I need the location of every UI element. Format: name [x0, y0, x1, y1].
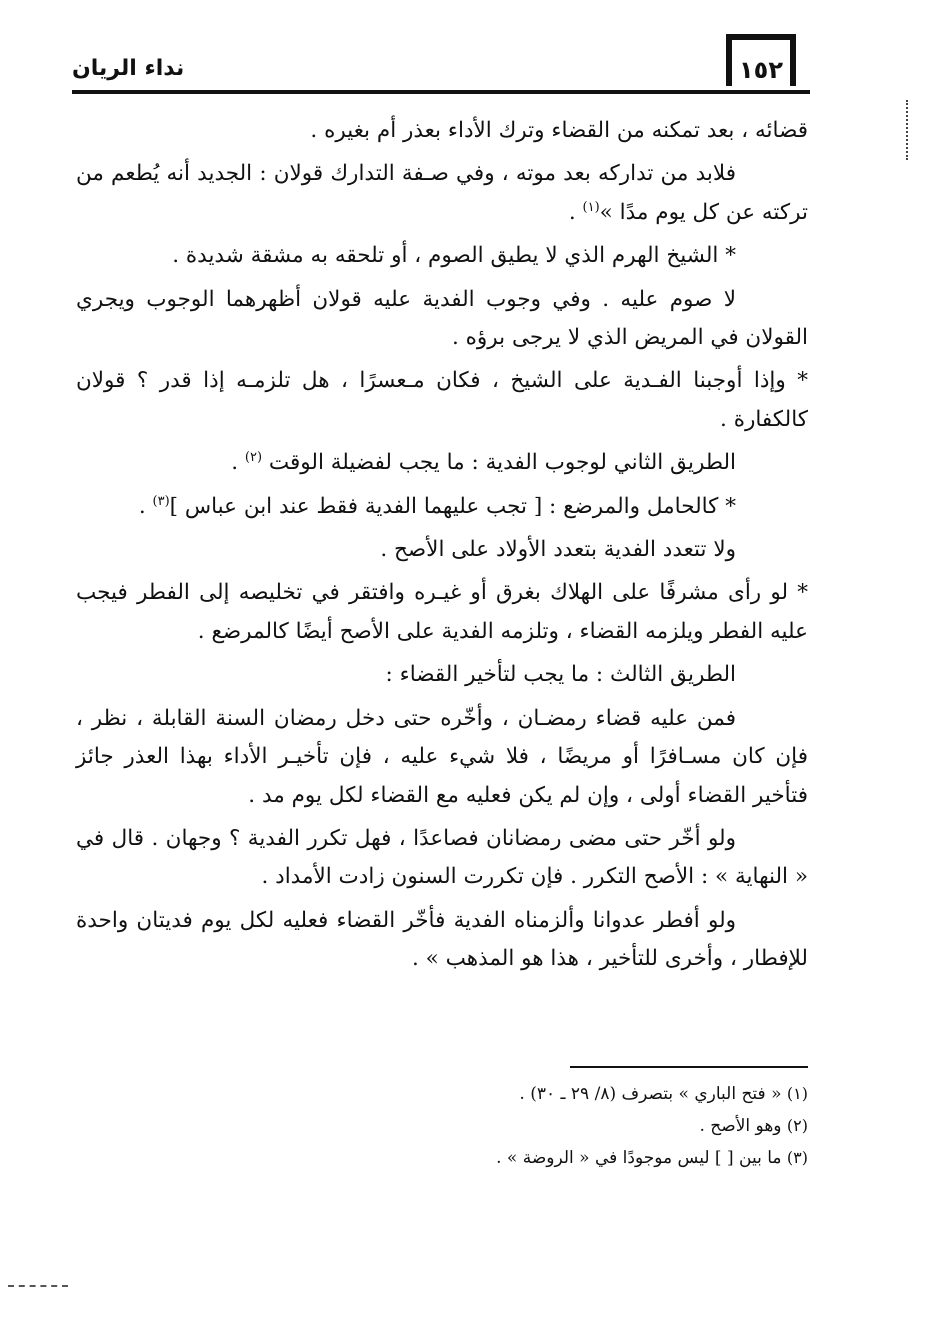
- paragraph-text: الطريق الثاني لوجوب الفدية : ما يجب لفضيلة الوقت: [268, 450, 736, 476]
- paragraph: [76, 444, 808, 482]
- paragraph-text: الطريق الثالث : ما يجب لتأخير القضاء :: [385, 662, 736, 688]
- paragraph-text: ولو أفطر عدوانا وألزمناه الفدية فأخّر القضاء فعليه لكل يوم فديتان واحدة للإفطار ، وأخرى للتأخير ، هذا هو المذهب » .: [76, 907, 808, 972]
- paragraph-text: * كالحامل والمرضع : [ تجب عليهما الفدية فقط عند ابن عباس ]: [169, 493, 736, 519]
- footnote: [208, 1142, 808, 1174]
- footnote-text: ما بين [ ] ليس موجودًا في « الروضة » .: [496, 1148, 782, 1168]
- paragraph: [76, 531, 808, 569]
- paragraph: [76, 820, 808, 897]
- paragraph: [76, 488, 808, 526]
- footnote-ref: (٢): [244, 450, 263, 466]
- footnote-number: (٢): [786, 1116, 808, 1135]
- paragraph: [76, 281, 808, 358]
- paragraph: [76, 656, 808, 694]
- paragraph: [76, 902, 808, 979]
- punctuation: .: [568, 199, 576, 225]
- footnote-divider: [570, 1066, 808, 1068]
- scan-mark: [906, 100, 910, 160]
- scan-mark: [8, 1285, 68, 1287]
- footnote-ref: (١): [582, 199, 600, 215]
- header-rule: [72, 90, 810, 94]
- book-title: نداء الريان: [72, 56, 185, 81]
- footnote-number: (١): [786, 1084, 808, 1103]
- paragraph: [76, 237, 808, 275]
- footnotes: [208, 1078, 808, 1174]
- paragraph: [76, 700, 808, 815]
- footnote-text: وهو الأصح .: [699, 1116, 782, 1136]
- paragraph-text: * لو رأى مشرفًا على الهلاك بغرق أو غيـره وافتقر في تخليصه إلى الفطر فيجب عليه الفطر ويلزمه القضاء ، وتلزمه الفدية على الأصح أيضًا كالمرضع .: [76, 580, 808, 644]
- paragraph-text: ولو أخّر حتى مضى رمضانان فصاعدًا ، فهل تكرر الفدية ؟ وجهان . قال في « النهاية » : الأصح التكرر . فإن تكررت السنون زادت الأمداد .: [76, 825, 808, 890]
- paragraph-text: فمن عليه قضاء رمضـان ، وأخّره حتى دخل رمضان السنة القابلة ، نظر ، فإن كان مسـافرًا أو مريضًا ، فلا شيء عليه ، فإن تأخيـر الأداء بهذا العذر جائز فتأخير القضاء أولى ، وإن لم يكن فعليه مع القضاء لكل يوم مد .: [76, 705, 808, 808]
- paragraph-text: * الشيخ الهرم الذي لا يطيق الصوم ، أو تلحقه به مشقة شديدة .: [172, 243, 736, 269]
- paragraph: [76, 362, 808, 439]
- paragraph-text: لا صوم عليه . وفي وجوب الفدية عليه قولان أظهرهما الوجوب ويجري القولان في المريض الذي لا يرجى برؤه .: [76, 286, 808, 351]
- paragraph: [76, 574, 808, 651]
- punctuation: .: [231, 450, 239, 476]
- footnote-number: (٣): [786, 1148, 808, 1167]
- body-text: [76, 112, 808, 984]
- paragraph-text: فلابد من تداركه بعد موته ، وفي صـفة التدارك قولان : الجديد أنه يُطعم من تركته عن كل يوم مدًا »: [76, 161, 808, 225]
- page-number: ١٥٢: [739, 56, 783, 84]
- paragraph-text: * وإذا أوجبنا الفـدية على الشيخ ، فكان مـعسرًا ، هل تلزمـه إذا قدر ؟ قولان كالكفارة .: [76, 368, 808, 432]
- footnote-text: « فتح الباري » بتصرف (٨/ ٢٩ ـ ٣٠) .: [519, 1084, 782, 1104]
- footnote: [208, 1110, 808, 1142]
- paragraph: [76, 155, 808, 232]
- punctuation: .: [138, 493, 146, 519]
- paragraph-text: قضائه ، بعد تمكنه من القضاء وترك الأداء بعذر أم بغيره .: [310, 118, 808, 143]
- paragraph-text: ولا تتعدد الفدية بتعدد الأولاد على الأصح .: [380, 537, 736, 563]
- footnote-ref: (٣): [152, 493, 170, 509]
- footnote: [208, 1078, 808, 1110]
- page-header: [72, 34, 810, 94]
- paragraph: [76, 112, 808, 150]
- page-number-box: [726, 34, 796, 86]
